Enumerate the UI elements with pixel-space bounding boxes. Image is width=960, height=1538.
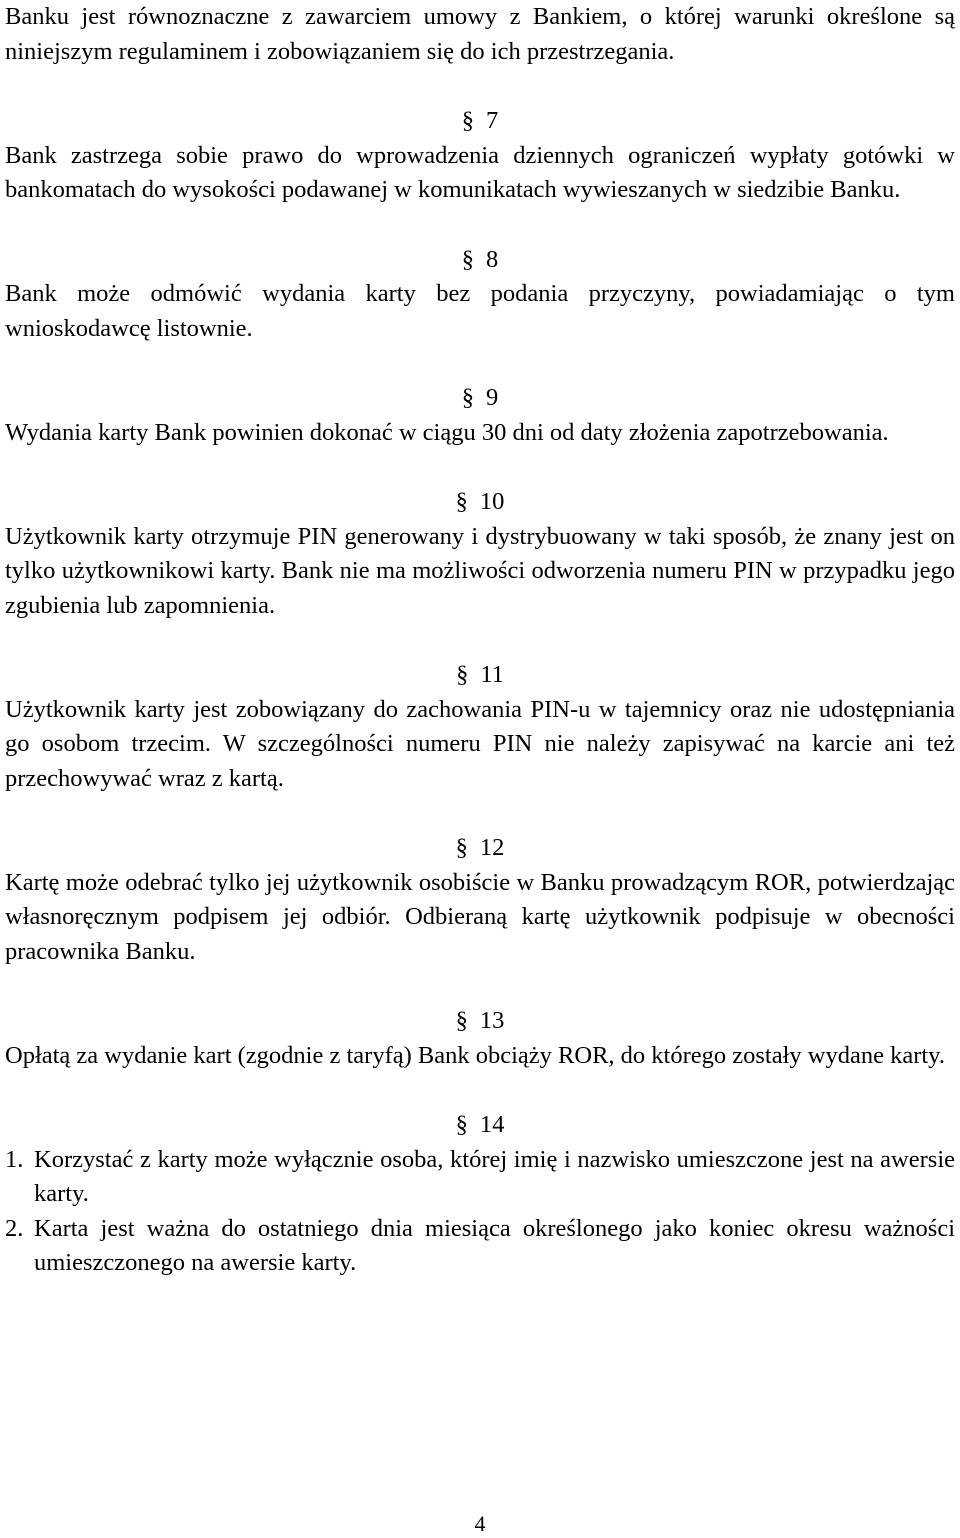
list-item-text: Karta jest ważna do ostatniego dnia miesiąca określonego jako koniec okresu ważności umieszczonego na awersie karty. <box>34 1214 955 1276</box>
section-sign: § <box>461 107 474 134</box>
section-9 <box>5 381 955 450</box>
section-paragraph: Wydania karty Bank powinien dokonać w ciągu 30 dni od daty złożenia zapotrzebowania. <box>5 418 889 446</box>
spacer <box>5 346 955 381</box>
section-sign: § <box>456 661 469 688</box>
section-sign: § <box>455 488 468 515</box>
section-paragraph: Kartę może odebrać tylko jej użytkownik osobiście w Banku prowadzącym ROR, potwierdzając własnoręcznym podpisem jej odbiór. Odbieraną kartę użytkownik podpisuje w obecności pracownika Banku. <box>5 868 955 965</box>
spacer <box>5 450 955 485</box>
section-paragraph: Użytkownik karty otrzymuje PIN generowany i dystrybuowany w taki sposób, że znany jest on tylko użytkownikowi karty. Bank nie ma możliwości odworzenia numeru PIN w przypadku jego zgubienia lub zapomnienia. <box>5 522 955 619</box>
section-number: 7 <box>486 107 499 134</box>
section-14 <box>5 1108 955 1281</box>
section-heading <box>5 658 955 693</box>
section-heading <box>5 104 955 139</box>
section-10 <box>5 485 955 623</box>
list-item <box>5 1143 955 1212</box>
section-heading <box>5 1108 955 1143</box>
spacer <box>5 969 955 1004</box>
list-item-number: 2. <box>5 1214 24 1242</box>
section-paragraph: Użytkownik karty jest zobowiązany do zachowania PIN-u w tajemnicy oraz nie udostępniania go osobom trzecim. W szczególności numeru PIN nie należy zapisywać na karcie ani też przechowywać wraz z kartą. <box>5 695 955 792</box>
section-number: 13 <box>479 1007 505 1034</box>
section-number: 8 <box>486 245 499 273</box>
section-number: 14 <box>479 1111 505 1138</box>
section-number: 9 <box>486 384 499 411</box>
section-sign: § <box>461 245 474 273</box>
section-heading <box>5 1004 955 1039</box>
document-page <box>5 0 955 1281</box>
spacer <box>5 208 955 243</box>
section-paragraph: Bank zastrzega sobie prawo do wprowadzenia dziennych ograniczeń wypłaty gotówki w bankomatach do wysokości podawanej w komunikatach wywieszanych w siedzibie Banku. <box>5 141 955 203</box>
section-number: 12 <box>479 834 505 861</box>
spacer <box>5 1073 955 1108</box>
spacer <box>5 623 955 658</box>
section-paragraph: Opłatą za wydanie kart (zgodnie z taryfą) Bank obciąży ROR, do którego zostały wydane karty. <box>5 1041 945 1069</box>
section-sign: § <box>461 384 474 411</box>
section-7 <box>5 104 955 208</box>
section-number: 11 <box>480 661 504 688</box>
spacer <box>5 796 955 831</box>
list-item-text: Korzystać z karty może wyłącznie osoba, której imię i nazwisko umieszczone jest na awersie karty. <box>34 1145 955 1207</box>
section-sign: § <box>455 834 468 861</box>
section-sign: § <box>455 1111 468 1138</box>
section-paragraph: Bank może odmówić wydania karty bez podania przyczyny, powiadamiając o tym wnioskodawcę listownie. <box>5 280 955 342</box>
section-heading <box>5 831 955 866</box>
section-12 <box>5 831 955 969</box>
section-heading <box>5 243 955 278</box>
numbered-list <box>5 1143 955 1281</box>
section-11 <box>5 658 955 796</box>
section-number: 10 <box>479 488 505 515</box>
intro-paragraph: Banku jest równoznaczne z zawarciem umowy z Bankiem, o której warunki określone są niniejszym regulaminem i zobowiązaniem się do ich przestrzegania. <box>5 3 955 65</box>
page-number: 4 <box>474 1511 486 1536</box>
spacer <box>5 69 955 104</box>
section-13 <box>5 1004 955 1073</box>
section-heading <box>5 485 955 520</box>
section-heading <box>5 381 955 416</box>
section-8 <box>5 243 955 347</box>
section-sign: § <box>455 1007 468 1034</box>
list-item <box>5 1212 955 1281</box>
list-item-number: 1. <box>5 1145 24 1173</box>
